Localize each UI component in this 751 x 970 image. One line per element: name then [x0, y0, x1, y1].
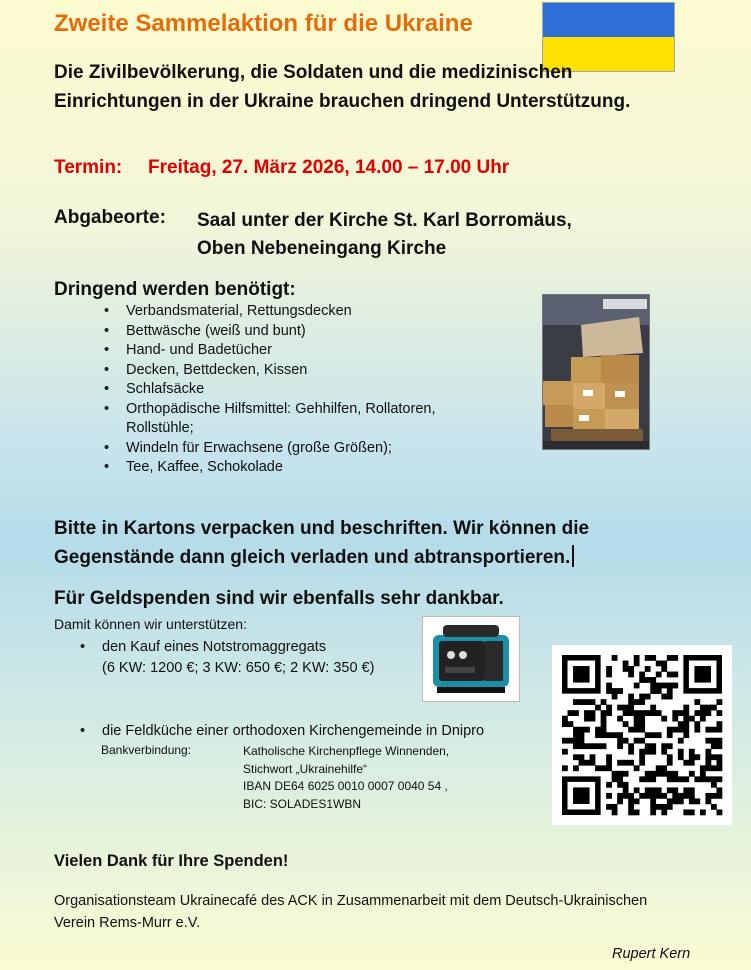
generator-photo	[422, 616, 520, 702]
bank-line: Stichwort „Ukrainehilfe“	[243, 761, 368, 776]
money-heading: Für Geldspenden sind wir ebenfalls sehr dankbar.	[54, 588, 504, 609]
money-subheading: Damit können wir unterstützen:	[54, 616, 247, 632]
generator-prices: (6 KW: 1200 €; 3 KW: 650 €; 2 KW: 350 €)	[102, 660, 375, 676]
generator-text: den Kauf eines Notstromaggregats	[102, 639, 327, 655]
needs-heading: Dringend werden benötigt:	[54, 279, 296, 300]
bank-line: BIC: SOLADES1WBN	[243, 796, 362, 811]
termin-label: Termin:	[54, 157, 123, 178]
list-item: • Verbandsmaterial, Rettungsdecken	[104, 302, 484, 322]
packing-instructions	[54, 514, 694, 572]
list-item: • Decken, Bettdecken, Kissen	[104, 361, 484, 381]
termin-line	[54, 157, 509, 179]
money-bullet-kitchen	[80, 723, 484, 739]
donation-boxes-photo	[542, 294, 650, 450]
abgabe-location	[197, 207, 572, 263]
list-item: • Orthopädische Hilfsmittel: Gehhilfen, Rollatoren, Rollstühle;	[104, 400, 484, 439]
abgabe-line-2: Oben Nebeneingang Kirche	[197, 238, 447, 259]
organizer-text: Organisationsteam Ukrainecafé des ACK in Zusammenarbeit mit dem Deutsch-Ukrainischen Verein Rems-Murr e.V.	[54, 893, 648, 931]
qr-code-image	[552, 645, 732, 825]
page-title: Zweite Sammelaktion für die Ukraine	[54, 10, 473, 37]
intro-text: Die Zivilbevölkerung, die Soldaten und die medizinischen Einrichtungen in der Ukraine brauchen dringend Unterstützung.	[54, 62, 631, 112]
bullet-icon: •	[80, 639, 86, 655]
bank-details	[243, 743, 449, 813]
bank-label: Bankverbindung:	[101, 743, 192, 757]
termin-value: Freitag, 27. März 2026, 14.00 – 17.00 Uhr	[148, 157, 510, 178]
kitchen-text: die Feldküche einer orthodoxen Kirchengemeinde in Dnipro	[102, 723, 485, 739]
abgabe-line-1: Saal unter der Kirche St. Karl Borromäus,	[197, 210, 572, 231]
text-cursor	[572, 545, 574, 567]
list-item: • Hand- und Badetücher	[104, 341, 484, 361]
signature: Rupert Kern	[612, 946, 691, 962]
packing-text: Bitte in Kartons verpacken und beschriften. Wir können die Gegenstände dann gleich verladen und abtransportieren.	[54, 518, 590, 568]
bank-line: IBAN DE64 6025 0010 0007 0040 54 ,	[243, 779, 448, 793]
money-bullet-generator	[80, 637, 374, 679]
bank-line: Katholische Kirchenpflege Winnenden,	[243, 744, 450, 758]
list-item: • Bettwäsche (weiß und bunt)	[104, 322, 484, 342]
list-item: • Schlafsäcke	[104, 380, 484, 400]
bullet-icon: •	[80, 723, 86, 739]
list-item: • Tee, Kaffee, Schokolade	[104, 458, 484, 478]
list-item: • Windeln für Erwachsene (große Größen);	[104, 439, 484, 459]
needs-list	[104, 302, 484, 478]
abgabe-label: Abgabeorte:	[54, 207, 166, 228]
thanks-text: Vielen Dank für Ihre Spenden!	[54, 852, 289, 870]
